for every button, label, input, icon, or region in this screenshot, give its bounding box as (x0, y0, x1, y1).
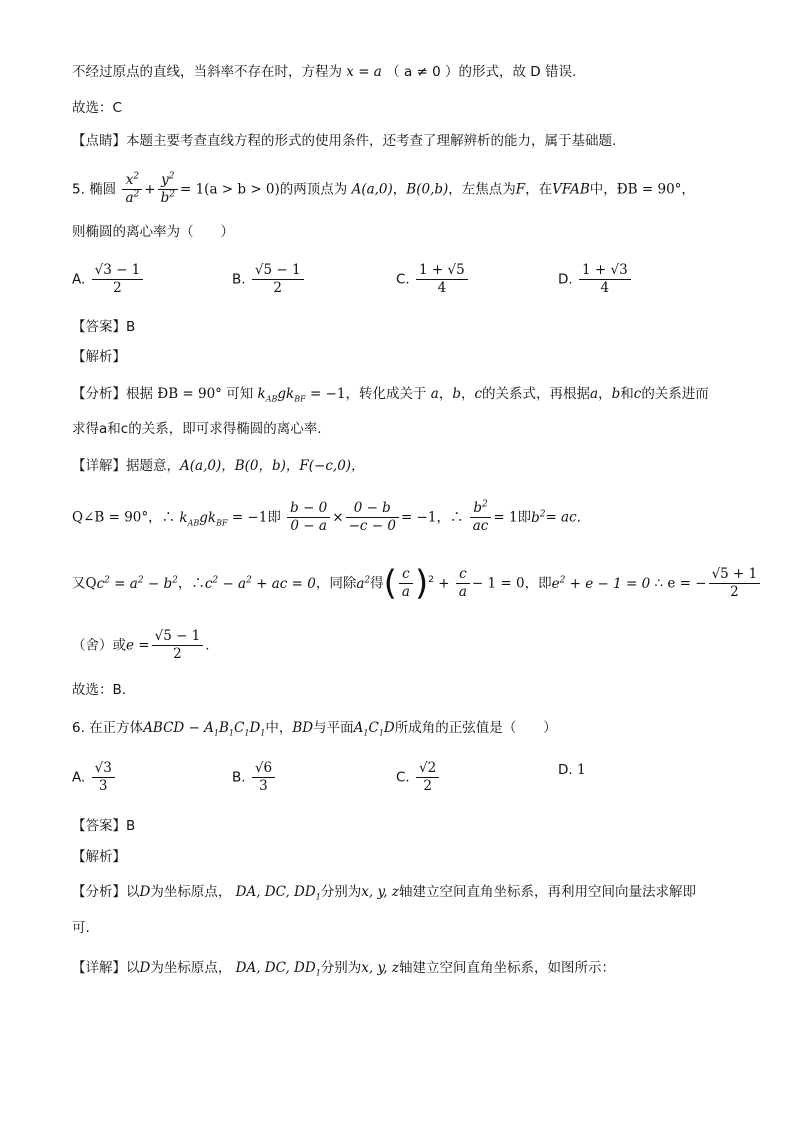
text-segment: 分别为 (320, 960, 362, 976)
paren: ) (414, 563, 429, 604)
option-label: B. (232, 769, 250, 786)
math-inline: D (139, 884, 151, 900)
text-segment: 轴建立空间直角坐标系，如图所示： (399, 960, 616, 976)
math-inline: A(a,0) (351, 181, 393, 198)
fraction (92, 262, 144, 297)
option-label: A. (72, 271, 90, 288)
analysis-line (72, 882, 696, 902)
text-segment: 在正方体 (89, 720, 144, 736)
math-inline: ABCD − $A_1B_1C_1D_1$ (143, 720, 266, 738)
option-label: C. (396, 271, 415, 288)
fraction (252, 262, 304, 297)
option-c (396, 262, 470, 297)
math-inline: $b^2$ (531, 509, 546, 526)
numerator: √3 (92, 760, 115, 778)
text-segment: 中， (589, 181, 617, 198)
question-5-line2: 则椭圆的离心率为（ ） (72, 224, 234, 240)
text-segment: 所成角的正弦值是（ ） (394, 720, 557, 736)
option-a (72, 760, 117, 795)
fraction (416, 760, 439, 795)
math-inline: 又Q (72, 575, 97, 592)
math-inline: c (474, 386, 483, 402)
math-inline: $k_{AB}gk_{BF}$ (179, 509, 228, 528)
numerator: √3 − 1 (92, 262, 144, 280)
math-inline: a (590, 386, 599, 402)
answer-label: 【答案】B (72, 818, 136, 834)
denominator: 2 (273, 280, 282, 296)
math-inline: b (452, 386, 461, 402)
math-inline: ÐB = 90° (157, 386, 222, 402)
numerator: √6 (252, 760, 275, 778)
math-inline: BD (292, 720, 314, 736)
math-inline: Q∠B = 90°，∴ (72, 509, 176, 526)
math-inline: = −1 (309, 386, 346, 402)
answer-choice-line: 故选：B. (72, 682, 127, 698)
analysis-line2: 可. (72, 920, 90, 936)
math-inline: $c^2 = a^2 - b^2$ (96, 575, 178, 592)
math-inline: VFAB (552, 181, 590, 198)
fraction: $\frac{√5 - 1}{2}$ (152, 628, 204, 663)
math-inline: A(a,0)，B(0，b)，F(−c,0)， (180, 458, 365, 474)
math-inline: a (430, 386, 439, 402)
text-segment: （ a ≠ 0 ） (386, 64, 459, 80)
comment-line: 【点睛】本题主要考查直线方程的形式的使用条件，还考查了理解辨析的能力，属于基础题. (72, 133, 617, 149)
math-inline: $e^2 + e - 1 = 0$ (551, 575, 651, 592)
fraction: $\frac{c}{a}$ (456, 566, 470, 601)
math-inline: $c^2 - a^2$ + ac = 0 (204, 575, 316, 592)
question-number: 6. (72, 720, 85, 736)
analysis-label: 【解析】 (72, 849, 126, 865)
math-inline: ÐB = 90° (616, 181, 682, 198)
math-inline: = −1即 (231, 509, 281, 526)
text-segment: ，左焦点为 (448, 181, 516, 198)
text-segment: 中， (265, 720, 293, 736)
denominator: 3 (98, 778, 108, 794)
text-segment: ，转化成关于 (345, 386, 427, 402)
math-inline: F (515, 181, 526, 198)
detail-line2: Q∠B = 90°，∴ $k_{AB}gk_{BF} = -1$即 $\frac{b - 0}{0 - a}$ × $\frac{0 - b}{-c - 0}$ = −1，∴ $\frac{b^2}{ac}$ = 1即$b^2=$ ac. (72, 499, 581, 534)
analysis-line2: 求得a和c的关系，即可求得椭圆的离心率. (72, 421, 322, 437)
text-segment: 的关系式，再根据 (482, 386, 591, 402)
option-label: A. (72, 769, 90, 786)
numerator: √5 − 1 (252, 262, 304, 280)
analysis-line: 【分析】根据 ÐB = 90° 可知 $k_{AB}gk_{BF} = -1$，转化成关于 a，b，c的关系式，再根据a，b和c的关系进而 (72, 386, 709, 404)
text-segment: 轴建立空间直角坐标系，再利用空间向量法求解即 (399, 884, 697, 900)
text-segment: 可知 (226, 386, 254, 402)
math-inline: DA, DC, $DD_1$ (235, 960, 321, 978)
question-6 (72, 718, 557, 738)
text-segment: （舍）或 (72, 637, 126, 654)
math-inline: e = (126, 637, 150, 654)
detail-line3: 又$Qc^2 = a^2 - b^2$，$\therefore c^2 - a^2$ + ac = 0，同除$a^2$得( $\frac{c}{a}$ )$^2$ + $\frac{c}{a}$ − 1 = 0，即$e^2 + e - 1 = 0$ ∴ e = − $\frac{√5 + 1}{2}$ (72, 566, 762, 606)
text-segment: 【分析】以 (72, 884, 140, 900)
numerator: 1 + √5 (416, 262, 468, 280)
option-label: C. (396, 769, 415, 786)
math-inline: = 1即 (493, 509, 532, 526)
text-segment: 不经过原点的直线，当斜率不存在时，方程为 (72, 64, 342, 80)
option-a (72, 262, 145, 297)
fraction: $\frac{x^2}{a^2}$ (122, 172, 142, 207)
option-label: B. (232, 271, 250, 288)
text-segment: 的形式，故 D 错误. (458, 64, 577, 80)
text-segment: 为坐标原点， (150, 884, 232, 900)
math-inline: x, y, z (361, 884, 400, 900)
fraction: $\frac{b - 0}{0 - a}$ (287, 500, 330, 535)
text-segment: 【详解】据题意， (72, 458, 180, 474)
math-inline: = −1，∴ (400, 509, 464, 526)
detail-line4: （舍）或e = $\frac{√5 - 1}{2}$ . (72, 628, 210, 662)
fraction (579, 262, 631, 297)
text-segment: 【详解】以 (72, 960, 140, 976)
text-segment: 的关系进而 (641, 386, 709, 402)
detail-line (72, 456, 365, 476)
denominator: 2 (423, 778, 432, 794)
denominator: 3 (259, 778, 268, 794)
text-segment: 得 (370, 575, 384, 592)
fraction (252, 760, 275, 795)
math-inline: c (633, 386, 642, 402)
fraction: $\frac{c}{a}$ (399, 566, 413, 601)
text-segment: 为坐标原点， (150, 960, 232, 976)
denominator: 2 (113, 280, 122, 296)
text-segment: 【分析】根据 (72, 386, 153, 402)
math-inline: B(0,b) (406, 181, 449, 198)
text-segment: ，同除 (315, 575, 357, 592)
math-inline: ，∴ (177, 575, 205, 592)
text-line (72, 62, 576, 82)
option-label: D. (558, 762, 577, 778)
detail-line (72, 958, 615, 978)
math-inline: D (139, 960, 151, 976)
math-inline: $a^2$ (356, 575, 371, 592)
fraction: $\frac{b^2}{ac}$ (470, 500, 492, 535)
math-inline: − 1 = 0，即 (471, 575, 552, 592)
fraction (416, 262, 468, 297)
option-value: 1 (576, 762, 586, 778)
math-inline: x = a (346, 64, 382, 80)
numerator: 1 + √3 (579, 262, 631, 280)
fraction: $\frac{√5 + 1}{2}$ (709, 566, 761, 601)
analysis-label: 【解析】 (72, 349, 126, 365)
text-segment: 与平面 (313, 720, 354, 736)
text-segment: 分别为 (320, 884, 362, 900)
option-b (232, 262, 306, 297)
math-inline: b (611, 386, 621, 402)
option-d (558, 262, 633, 297)
fraction: $\frac{0 - b}{-c - 0}$ (346, 500, 399, 535)
fraction: $\frac{y^2}{b^2}$ (158, 172, 178, 207)
question-5: 5. 椭圆 $\frac{x^2}{a^2}$ + $\frac{y^2}{b^2}$ = 1(a > b > 0)的两顶点为 A(a,0)，B(0,b)，左焦点为F，在VFAB中，ÐB = 90°， (72, 171, 695, 206)
math-inline: $A_1C_1D$ (353, 720, 395, 738)
text-segment: 的两顶点为 (279, 181, 348, 198)
denominator: 4 (437, 280, 447, 296)
text-segment: ，在 (525, 181, 553, 198)
answer-choice-line: 故选：C (72, 100, 122, 116)
answer-label: 【答案】B (72, 319, 136, 335)
option-d (558, 760, 586, 780)
fraction (92, 760, 115, 795)
denominator: 4 (600, 280, 610, 296)
text-segment: 椭圆 (89, 181, 117, 198)
math-inline: $k_{AB}gk_{BF}$ (257, 386, 306, 404)
option-c (396, 760, 441, 795)
option-b (232, 760, 277, 795)
paren: ( (383, 563, 397, 604)
math-inline: = ac (545, 509, 577, 526)
option-label: D. (558, 271, 577, 288)
math-inline: DA, DC, $DD_1$ (235, 884, 321, 902)
math-inline: = 1(a > b > 0) (179, 181, 280, 198)
question-number: 5. (72, 181, 85, 198)
math-inline: ∴ e = − (654, 575, 707, 592)
math-inline: x, y, z (361, 960, 400, 976)
numerator: √2 (416, 760, 439, 778)
